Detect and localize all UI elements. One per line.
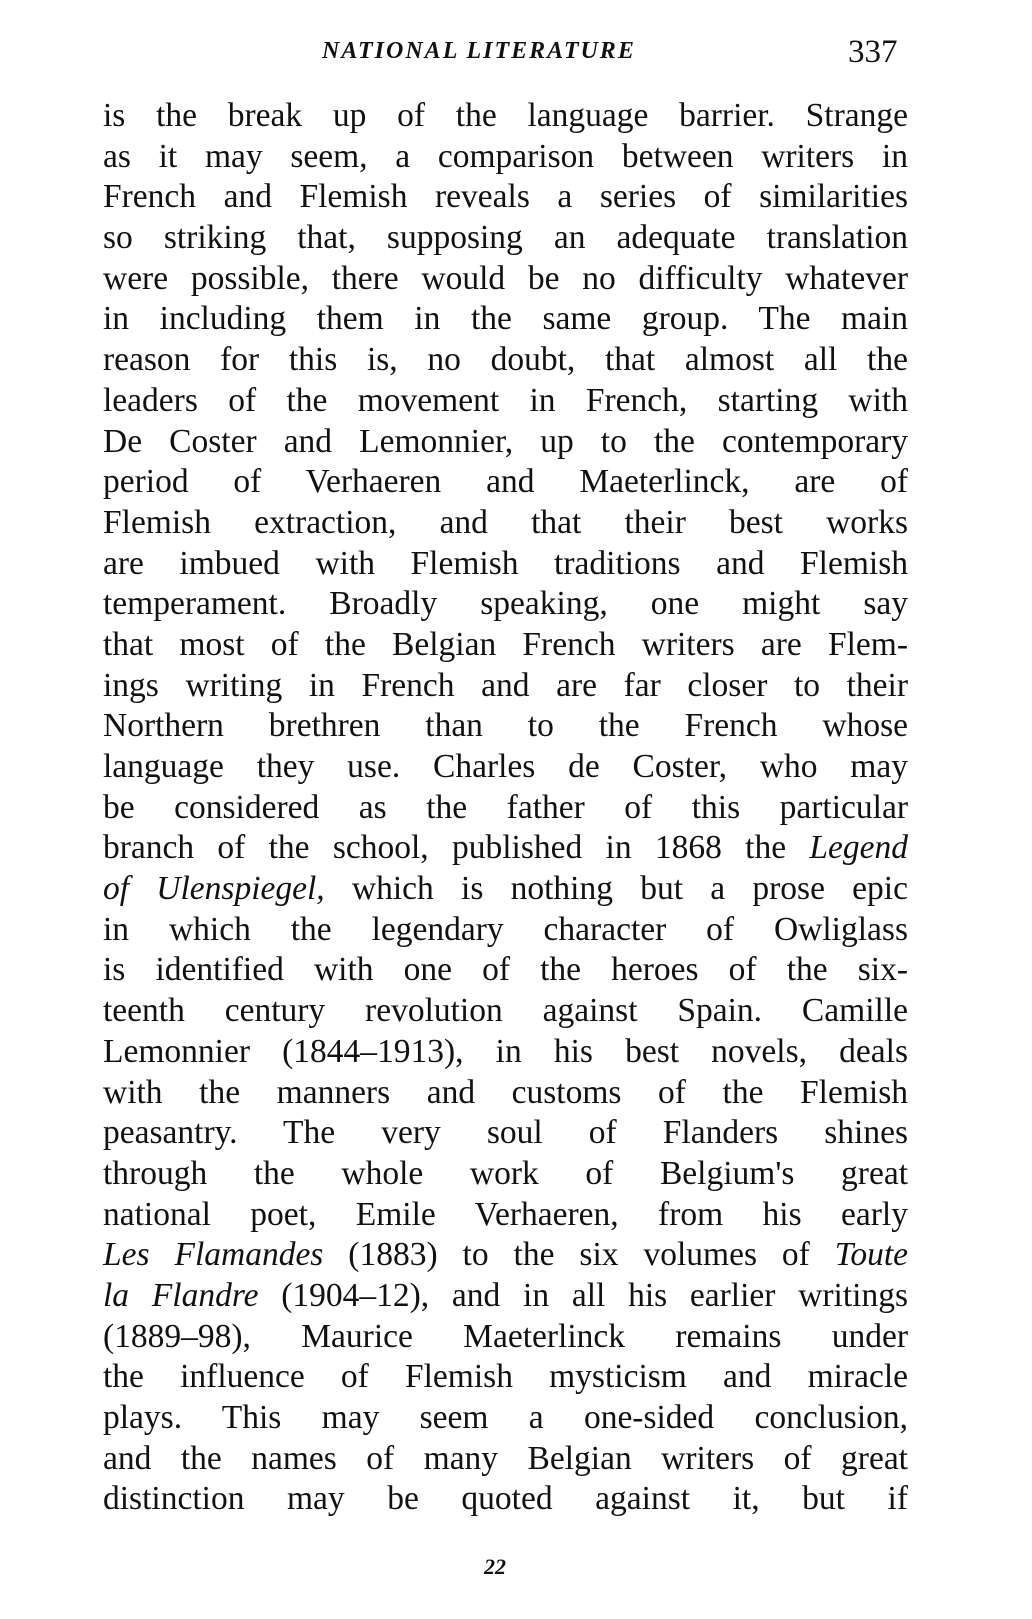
text-line: leaders of the movement in French, starting with [103, 381, 908, 419]
text-line [103, 828, 908, 869]
text-line: language they use. Charles de Coster, who may [103, 748, 908, 785]
text-line: the influence of Flemish mysticism and miracle [103, 1358, 908, 1396]
text-line: teenth century revolution against Spain. Camille [103, 992, 908, 1030]
body-text [103, 96, 908, 1520]
text-line: period of Verhaeren and Maeterlinck, are of [103, 463, 908, 501]
text-line [103, 1235, 908, 1276]
text-line: French and Flemish reveals a series of similarities [103, 178, 908, 216]
text-line: in which the legendary character of Owliglass [103, 910, 908, 948]
signature-mark: 22 [484, 1554, 506, 1579]
text-line: be considered as the father of this particular [103, 788, 908, 826]
text-line [103, 1276, 908, 1317]
text-line: national poet, Emile Verhaeren, from his early [103, 1195, 908, 1233]
text-line: in including them in the same group. The main [103, 300, 908, 338]
text-line: temperament. Broadly speaking, one might say [103, 585, 908, 623]
running-head: NATIONAL LITERATURE [322, 38, 636, 64]
book-title-italic: Toute [834, 1236, 908, 1274]
text-line: as it may seem, a comparison between writers in [103, 137, 908, 175]
text-fragment: (1904–12), and in all his earlier writings [258, 1276, 909, 1314]
text-line: is identified with one of the heroes of the six- [103, 951, 908, 989]
text-line: Lemonnier (1844–1913), in his best novels, deals [103, 1032, 908, 1070]
text-line: peasantry. The very soul of Flanders shines [103, 1114, 908, 1152]
text-line: distinction may be quoted against it, but if [103, 1480, 908, 1518]
text-line: (1889–98), Maurice Maeterlinck remains under [103, 1317, 908, 1355]
text-line: with the manners and customs of the Flemish [103, 1073, 908, 1111]
text-line: are imbued with Flemish traditions and Flemish [103, 544, 908, 582]
text-line [103, 869, 908, 910]
page-number: 337 [848, 34, 898, 70]
book-title-italic: Les Flamandes [103, 1236, 324, 1274]
text-line: Northern brethren than to the French whose [103, 707, 908, 745]
text-line: through the whole work of Belgium's great [103, 1154, 908, 1192]
text-line: were possible, there would be no difficulty whatever [103, 259, 908, 297]
book-title-italic: of Ulenspiegel, [103, 870, 325, 908]
text-line: is the break up of the language barrier. Strange [103, 97, 908, 134]
text-line: so striking that, supposing an adequate translation [103, 219, 908, 257]
text-line: plays. This may seem a one-sided conclusion, [103, 1399, 908, 1436]
text-fragment: branch of the school, published in 1868 the [103, 829, 810, 867]
book-title-italic: Legend [809, 829, 908, 867]
text-line: ings writing in French and are far closer to their [103, 666, 908, 704]
text-line: reason for this is, no doubt, that almost all the [103, 341, 908, 379]
text-fragment: (1883) to the six volumes of [323, 1236, 835, 1274]
book-title-italic: la Flandre [103, 1276, 259, 1314]
text-line: and the names of many Belgian writers of great [103, 1439, 908, 1477]
text-line: Flemish extraction, and that their best works [103, 503, 908, 541]
text-line: De Coster and Lemonnier, up to the contemporary [103, 422, 908, 460]
text-fragment: which is nothing but a prose epic [324, 870, 908, 908]
text-line: that most of the Belgian French writers are Flem- [103, 625, 908, 663]
